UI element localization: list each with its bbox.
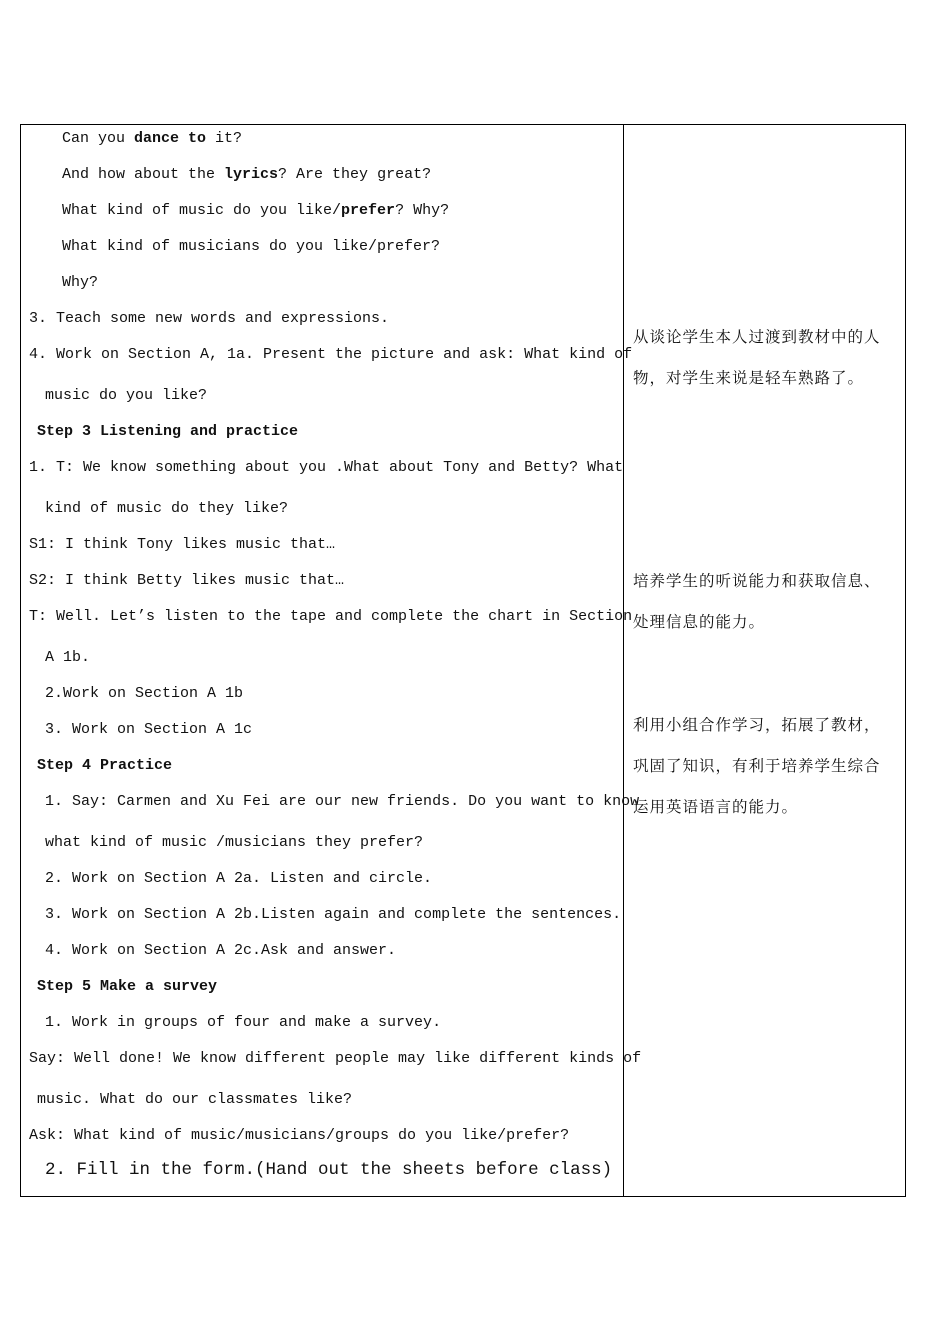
step-4-item-1-line-1: 1. Say: Carmen and Xu Fei are our new friends. Do you want to know — [45, 793, 640, 810]
teacher-line-2: A 1b. — [45, 649, 91, 666]
ask-line: Ask: What kind of music/musicians/groups do you like/prefer? — [29, 1127, 570, 1144]
lesson-plan-table — [20, 124, 906, 1197]
question-musicians: What kind of musicians do you like/prefer? — [62, 238, 441, 255]
step-3-item-3: 3. Work on Section A 1c — [45, 721, 253, 738]
question-prefer-text: What kind of music do you like/ — [62, 202, 342, 219]
keyword-lyrics: lyrics — [224, 166, 279, 183]
item-4-line-1: 4. Work on Section A, 1a. Present the picture and ask: What kind of — [29, 346, 633, 363]
step-3-item-1-line-2: kind of music do they like? — [45, 500, 289, 517]
step-4-item-4: 4. Work on Section A 2c.Ask and answer. — [45, 942, 397, 959]
note-group-line-3: 运用英语语言的能力。 — [633, 798, 799, 816]
student-1-line: S1: I think Tony likes music that… — [29, 536, 336, 553]
note-group-work — [633, 705, 903, 828]
question-dance — [62, 129, 242, 149]
note-transition-line-2: 物，对学生来说是轻车熟路了。 — [633, 369, 865, 387]
step-3-item-2: 2.Work on Section A 1b — [45, 685, 244, 702]
step-5-heading: Step 5 Make a survey — [37, 978, 218, 995]
question-lyrics-end: ? Are they great? — [278, 166, 432, 183]
note-transition — [633, 317, 903, 399]
step-5-item-2: 2. Fill in the form.(Hand out the sheets before class) — [45, 1160, 613, 1180]
note-listening-skills — [633, 561, 903, 643]
note-transition-line-1: 从谈论学生本人过渡到教材中的人 — [633, 328, 881, 346]
step-4-item-2: 2. Work on Section A 2a. Listen and circle. — [45, 870, 433, 887]
teacher-line-1: T: Well. Let’s listen to the tape and complete the chart in Section — [29, 608, 633, 625]
question-prefer — [62, 201, 449, 221]
item-4-line-2: music do you like? — [45, 387, 208, 404]
step-4-item-3: 3. Work on Section A 2b.Listen again and complete the sentences. — [45, 906, 622, 923]
student-2-line: S2: I think Betty likes music that… — [29, 572, 345, 589]
keyword-dance-to: dance to — [134, 130, 207, 147]
say-line-2: music. What do our classmates like? — [37, 1091, 353, 1108]
note-listening-line-1: 培养学生的听说能力和获取信息、 — [633, 572, 881, 590]
question-dance-end: it? — [206, 130, 243, 147]
step-4-item-1-line-2: what kind of music /musicians they prefer? — [45, 834, 424, 851]
step-5-item-1: 1. Work in groups of four and make a survey. — [45, 1014, 442, 1031]
question-lyrics-text: And how about the — [62, 166, 225, 183]
question-why: Why? — [62, 274, 99, 291]
step-3-heading: Step 3 Listening and practice — [37, 423, 299, 440]
column-divider — [623, 125, 624, 1196]
question-lyrics — [62, 165, 431, 185]
step-4-heading: Step 4 Practice — [37, 757, 173, 774]
say-line-1: Say: Well done! We know different people may like different kinds of — [29, 1050, 642, 1067]
keyword-prefer: prefer — [341, 202, 396, 219]
item-3-teach-words: 3. Teach some new words and expressions. — [29, 310, 390, 327]
note-group-line-1: 利用小组合作学习，拓展了教材， — [633, 716, 881, 734]
note-group-line-2: 巩固了知识，有利于培养学生综合 — [633, 757, 881, 775]
question-dance-text: Can you — [62, 130, 135, 147]
question-prefer-end: ? Why? — [395, 202, 450, 219]
step-3-item-1-line-1: 1. T: We know something about you .What about Tony and Betty? What — [29, 459, 624, 476]
note-listening-line-2: 处理信息的能力。 — [633, 613, 766, 631]
